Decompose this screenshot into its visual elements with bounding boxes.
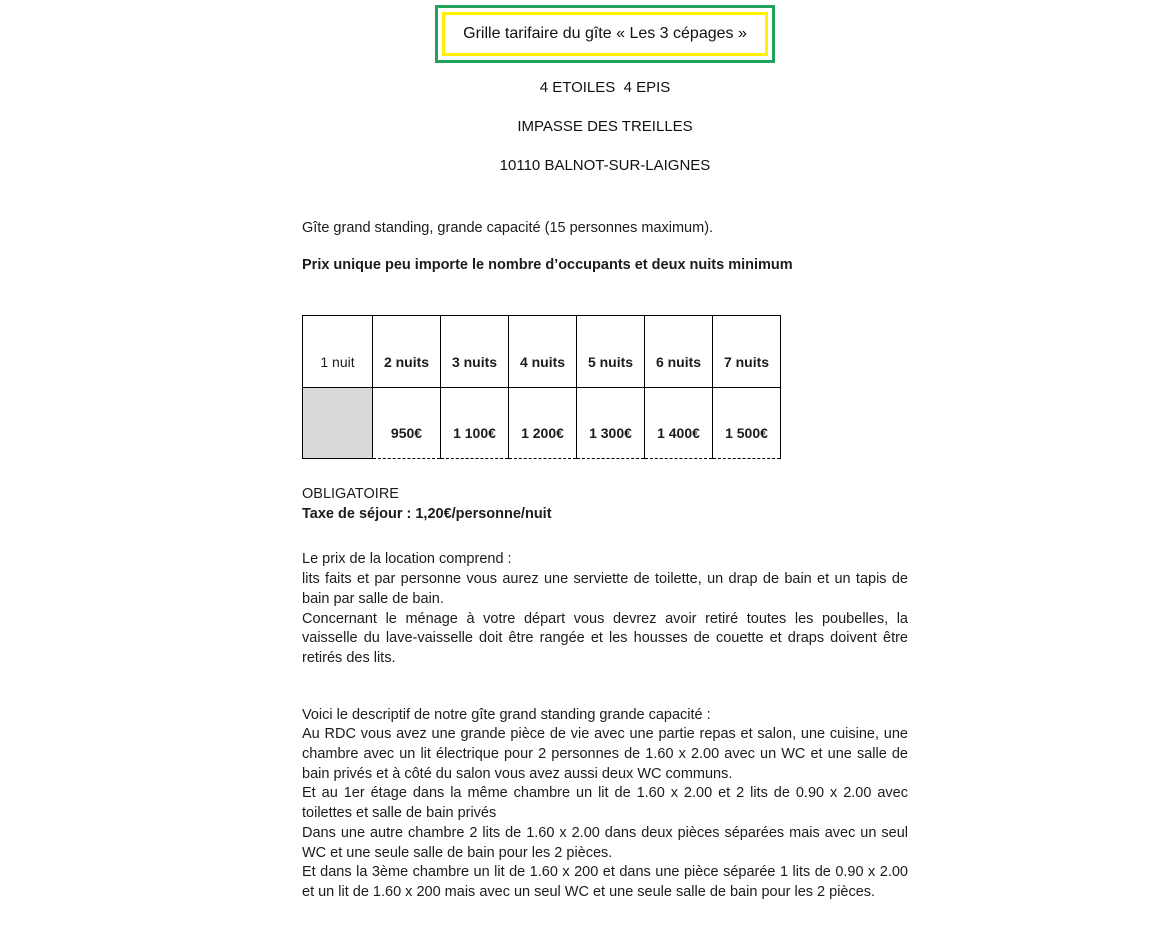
price-cell-7-nuits: 1 500€ <box>713 388 781 459</box>
title-box <box>435 5 775 63</box>
description-chambre3-line: Et dans la 3ème chambre un lit de 1.60 x 200 et dans une pièce séparée 1 lits de 0.90 x 2.00 et un lit de 1.60 x 200 mais avec un seul WC et une seule salle de bain pour les 2 pièces. <box>302 864 908 900</box>
price-table-header-row <box>303 316 781 388</box>
price-table-value-row <box>303 388 781 459</box>
price-cell-5-nuits: 1 300€ <box>577 388 645 459</box>
header-cell-6-nuits: 6 nuits <box>645 316 713 388</box>
price-table <box>302 315 781 459</box>
price-cell-empty <box>303 388 373 459</box>
intro-section <box>302 221 908 273</box>
header-cell-1-nuit: 1 nuit <box>303 316 373 388</box>
capacity-line: Gîte grand standing, grande capacité (15 personnes maximum). <box>302 220 714 236</box>
included-cleaning-line: Concernant le ménage à votre départ vous devrez avoir retiré toutes les poubelles, la vaisselle du lave-vaisselle doit être rangée et les housses de couette et draps doivent être retirés des lits. <box>302 610 908 666</box>
document-content <box>302 0 908 903</box>
description-intro-line: Voici le descriptif de notre gîte grand standing grande capacité : <box>302 706 711 723</box>
description-section <box>302 706 908 903</box>
obligatoire-section <box>302 485 908 524</box>
description-rdc-line: Au RDC vous avez une grande pièce de vie avec une partie repas et salon, une cuisine, une chambre avec un lit électrique pour 2 personnes de 1.60 x 2.00 avec un WC et une salle de bain privés et à côté du salon vous avez aussi deux WC communs. <box>302 726 908 782</box>
header-cell-7-nuits: 7 nuits <box>713 316 781 388</box>
price-cell-6-nuits: 1 400€ <box>645 388 713 459</box>
obligatoire-label: OBLIGATOIRE <box>302 486 399 502</box>
price-cell-2-nuits: 950€ <box>373 388 441 459</box>
header-cell-3-nuits: 3 nuits <box>441 316 509 388</box>
price-rule-line: Prix unique peu importe le nombre d’occupants et deux nuits minimum <box>302 257 793 273</box>
included-section <box>302 550 908 668</box>
price-cell-3-nuits: 1 100€ <box>441 388 509 459</box>
header-cell-4-nuits: 4 nuits <box>509 316 577 388</box>
heading-city: 10110 BALNOT-SUR-LAIGNES <box>499 157 711 174</box>
document-title: Grille tarifaire du gîte « Les 3 cépages » <box>442 12 768 56</box>
tax-line: Taxe de séjour : 1,20€/personne/nuit <box>302 505 552 522</box>
included-intro-line: Le prix de la location comprend : <box>302 551 512 568</box>
included-linens-line: lits faits et par personne vous aurez une serviette de toilette, un drap de bain et un tapis de bain par salle de bain. <box>302 571 908 607</box>
heading-stars-epis: 4 ETOILES 4 EPIS <box>539 79 671 96</box>
header-cell-2-nuits: 2 nuits <box>373 316 441 388</box>
description-chambre2-line: Dans une autre chambre 2 lits de 1.60 x 2.00 dans deux pièces séparées mais avec un seul WC et une seule salle de bain pour les 2 pièces. <box>302 824 908 861</box>
price-cell-4-nuits: 1 200€ <box>509 388 577 459</box>
description-floor1-line: Et au 1er étage dans la même chambre un lit de 1.60 x 2.00 et 2 lits de 0.90 x 2.00 avec toilettes et salle de bain privés <box>302 785 908 822</box>
header-cell-5-nuits: 5 nuits <box>577 316 645 388</box>
heading-street: IMPASSE DES TREILLES <box>517 118 693 135</box>
